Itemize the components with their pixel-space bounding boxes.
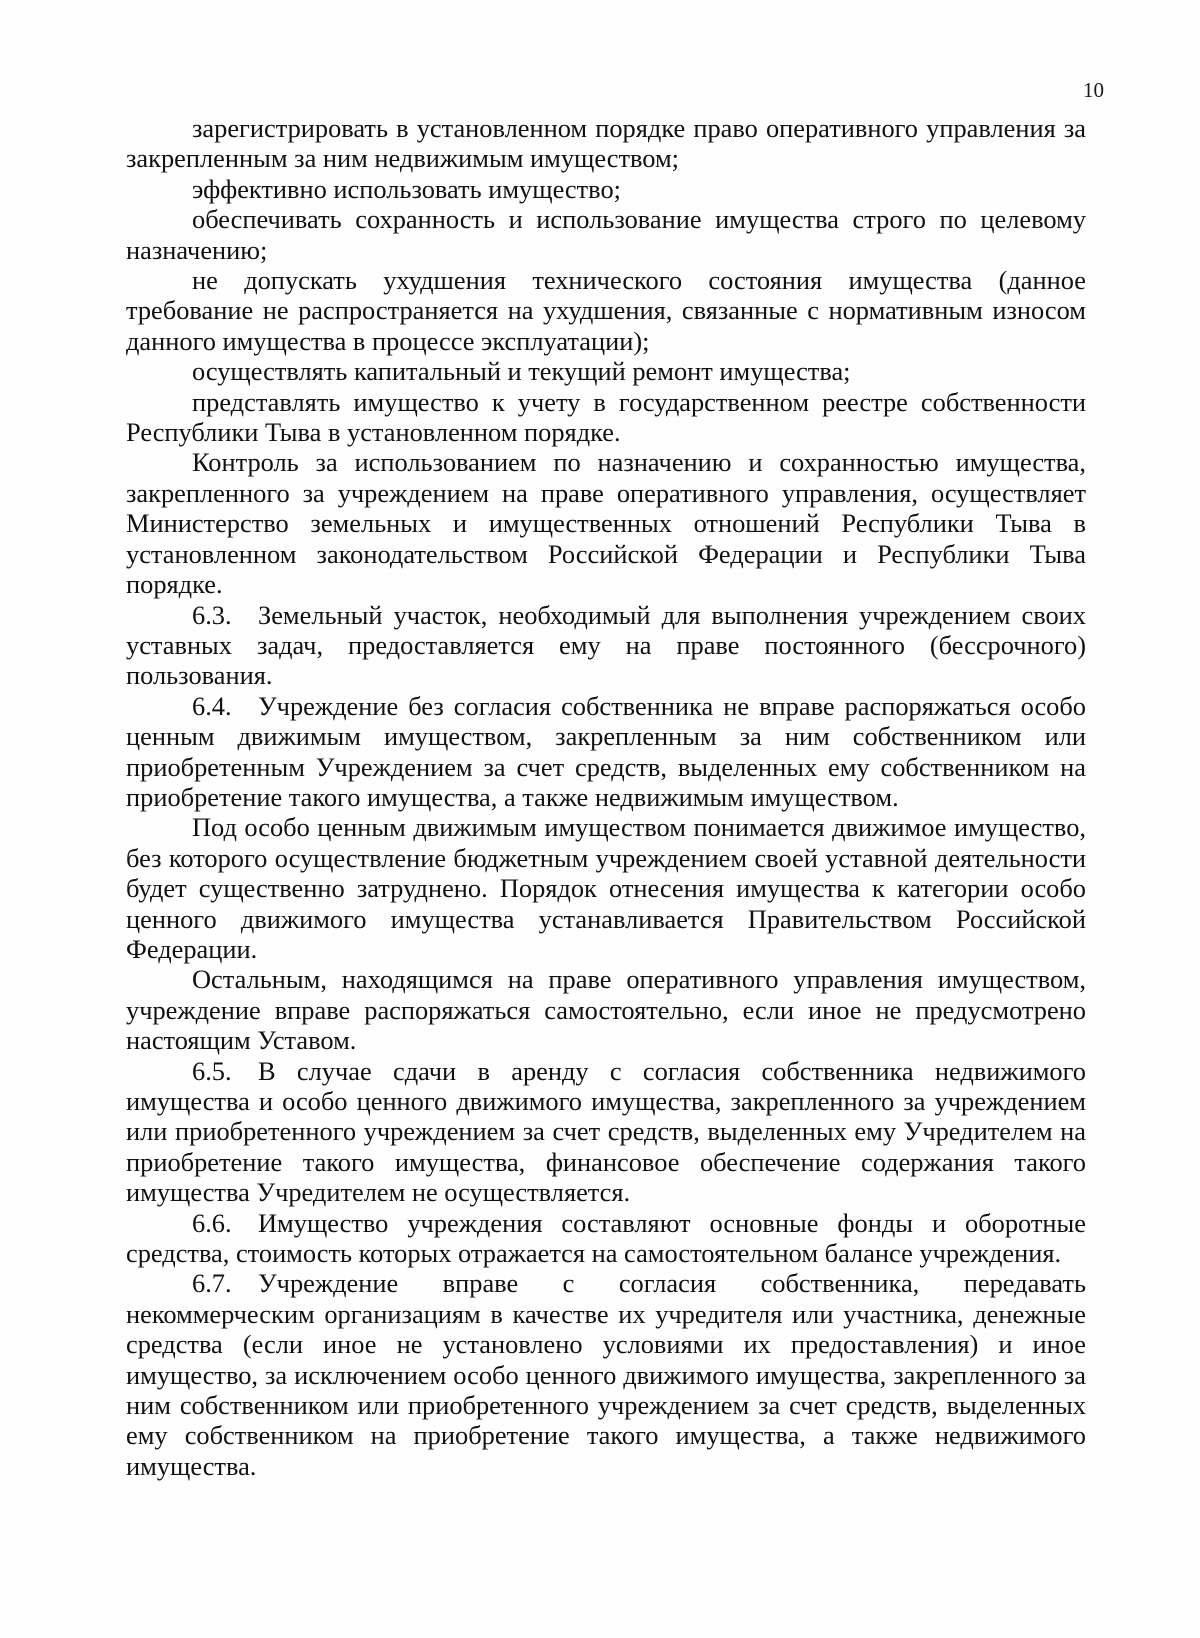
paragraph [126,964,1086,1055]
paragraph [126,204,1086,265]
paragraph [126,174,1086,204]
paragraph-text: Земельный участок, необходимый для выполнения учреждением своих уставных задач, предоставляется ему на праве постоянного (бессрочного) пользования. [126,599,1086,691]
paragraph [126,356,1086,386]
paragraph-text: Учреждение вправе с согласия собственника, передавать некоммерческим организациям в качестве их учредителя или участника, денежные средства (если иное не установлено условиями их предоставления) и иное имущество, за исключением особо ценного движимого имущества, закрепленного за ним собственником или приобретенного учреждением за счет средств, выделенных ему собственником на приобретение такого имущества, а также недвижимого имущества. [126,1268,1086,1481]
paragraph-text: обеспечивать сохранность и использование имущества строго по целевому назначению; [126,204,1086,265]
section-number: 6.4. [192,690,232,721]
paragraph [126,387,1086,448]
paragraph-text: зарегистрировать в установленном порядке право оперативного управления за закрепленным за ним недвижимым имуществом; [126,113,1086,174]
paragraph-6-7 [126,1268,1086,1481]
paragraph-text: Контроль за использованием по назначению и сохранностью имущества, закрепленного за учреждением на праве оперативного управления, осуществляет Министерство земельных и имущественных отношений Республики Тыва в установленном законодательством Российской Федерации и Республики Тыва порядке. [126,447,1086,600]
paragraph-6-3 [126,600,1086,691]
paragraph-6-5 [126,1056,1086,1208]
paragraph-text: эффективно использовать имущество; [192,173,621,204]
paragraph-text: осуществлять капитальный и текущий ремонт имущества; [192,356,851,387]
paragraph-text: представлять имущество к учету в государственном реестре собственности Республики Тыва в установленном порядке. [126,386,1086,448]
section-number: 6.5. [192,1055,232,1086]
section-number: 6.6. [192,1207,232,1238]
section-number: 6.7. [192,1268,232,1299]
paragraph [126,447,1086,599]
document-body [126,113,1086,1481]
paragraph-6-6 [126,1208,1086,1269]
paragraph-text: Имущество учреждения составляют основные фонды и оборотные средства, стоимость которых отражается на самостоятельном балансе учреждения. [126,1207,1086,1269]
section-number: 6.3. [192,599,232,630]
paragraph-text: не допускать ухудшения технического состояния имущества (данное требование не распространяется на ухудшения, связанные с нормативным износом данного имущества в процессе эксплуатации); [126,265,1086,356]
page-number: 10 [1083,78,1104,102]
paragraph-text: Учреждение без согласия собственника не вправе распоряжаться особо ценным движимым имуществом, закрепленным за ним собственником или приобретенным Учреждением за счет средств, выделенных ему собственником на приобретение такого имущества, а также недвижимым имуществом. [126,690,1086,812]
paragraph-text: Под особо ценным движимым имуществом понимается движимое имущество, без которого осуществление бюджетным учреждением своей уставной деятельности будет существенно затруднено. Порядок отнесения имущества к категории особо ценного движимого имущества устанавливается Правительством Российской Федерации. [126,812,1086,964]
paragraph [126,812,1086,964]
paragraph-text: Остальным, находящимся на праве оперативного управления имуществом, учреждение вправе распоряжаться самостоятельно, если иное не предусмотрено настоящим Уставом. [126,964,1086,1056]
paragraph [126,113,1086,174]
paragraph [126,265,1086,356]
paragraph-text: В случае сдачи в аренду с согласия собственника недвижимого имущества и особо ценного движимого имущества, закрепленного за учреждением или приобретенного учреждением за счет средств, выделенных ему Учредителем на приобретение такого имущества, финансовое обеспечение содержания такого имущества Учредителем не осуществляется. [126,1055,1086,1208]
paragraph-6-4 [126,691,1086,813]
